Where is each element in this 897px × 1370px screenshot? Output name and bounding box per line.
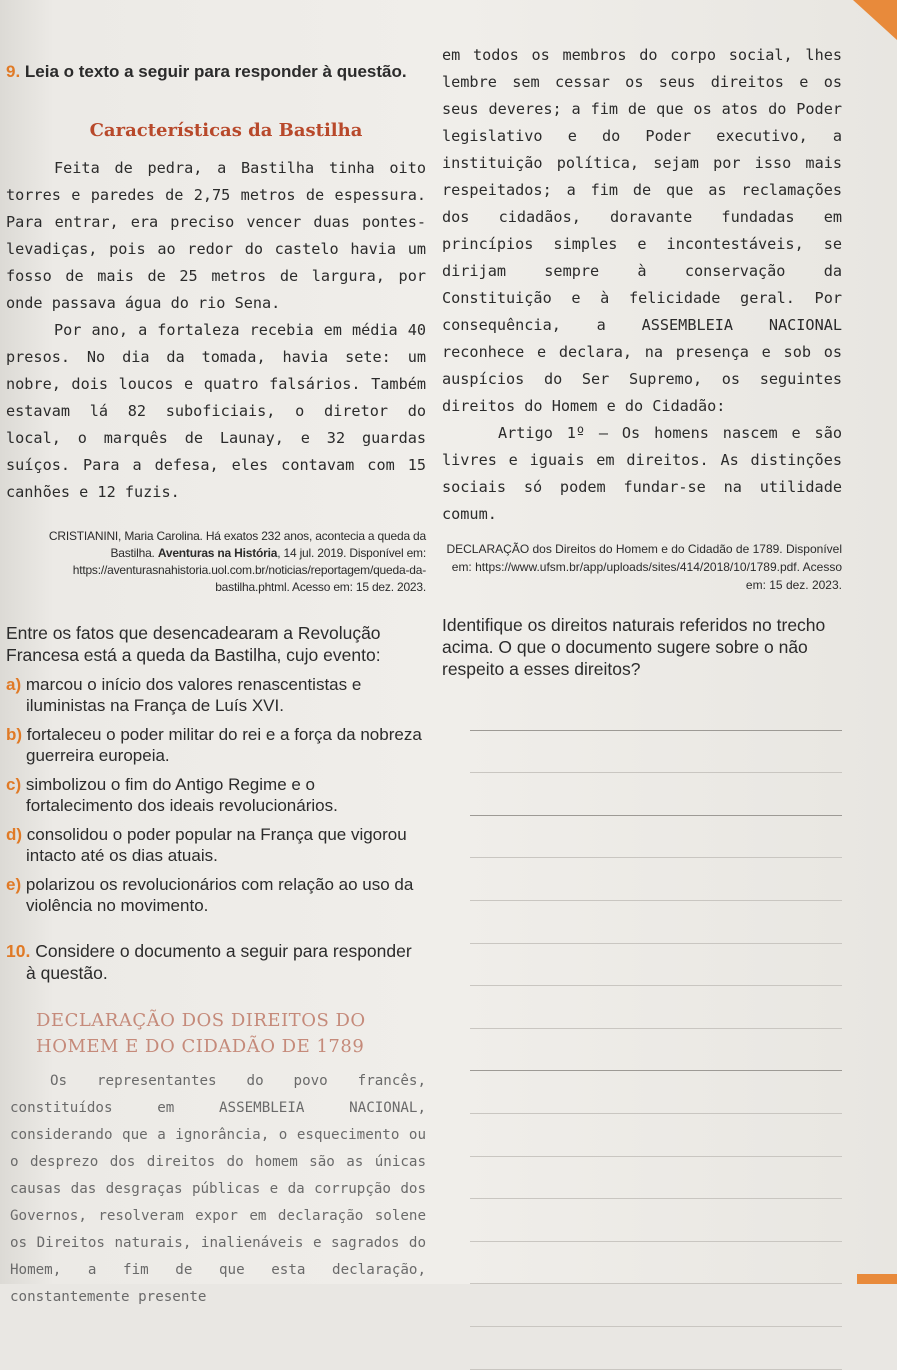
alternative-text: marcou o início dos valores renascentistas e iluministas na França de Luís XVI. <box>25 675 362 715</box>
corner-decoration <box>842 0 897 40</box>
bastilha-box-title: Características da Bastilha <box>89 120 363 141</box>
question-10-intro-text: Considere o documento a seguir para responder à questão. <box>26 941 412 983</box>
declaration-article-1: Artigo 1º – Os homens nascem e são livres e iguais em direitos. As distinções sociais só podem fundar-se na utilidade comum. <box>442 424 842 523</box>
answer-line[interactable] <box>470 1071 842 1114</box>
bastilha-paragraph-1: Feita de pedra, a Bastilha tinha oito torres e paredes de 2,75 metros de espessura. Para entrar, era preciso vencer duas pontes-levadiças, pois ao redor do castelo havia um fosso de mais de 25 metros de largura, por onde passava água do rio Sena. <box>6 159 426 312</box>
alternative-text: polarizou os revolucionários com relação ao uso da violência no movimento. <box>25 875 414 915</box>
answer-line[interactable] <box>470 1029 842 1072</box>
bastilha-paragraph-2: Por ano, a fortaleza recebia em média 40 presos. No dia da tomada, havia sete: um nobre, dois loucos e quatro falsários. Também estavam lá 82 suboficiais, o diretor do local, o marquês de Launay, e 32 guardas suíços. Para a defesa, eles contavam com 15 canhões e 12 fuzis. <box>6 321 426 501</box>
alternative-letter: e) <box>6 875 22 894</box>
answer-line[interactable] <box>470 1157 842 1200</box>
question-10-prompt: Identifique os direitos naturais referidos no trecho acima. O que o documento sugere sobre o não respeito a esses direitos? <box>442 615 826 679</box>
answer-line[interactable] <box>470 944 842 987</box>
alternative-letter: d) <box>6 825 23 844</box>
page-number-badge <box>857 1274 897 1284</box>
credit-author: CRISTIANINI, Maria Carolina. Há exatos 232 anos, acontecia a queda da Bastilha. <box>48 529 426 560</box>
declaration-continuation: em todos os membros do corpo social, lhes lembre sem cessar os seus direitos e os seus deveres; a fim de que os atos do Poder legislativo e do Poder executivo, a instituição política, sejam por isso mais respeitados; a fim de que as reclamações dos cidadãos, doravante fundadas em princípios simples e incontestáveis, se dirijam sempre à conservação da Constituição e à felicidade geral. Por consequência, a ASSEMBLEIA NACIONAL reconhece e declara, na presença e sob os auspícios do Ser Supremo, os seguintes direitos do Homem e do Cidadão: <box>442 46 842 415</box>
question-9-number: 9. <box>6 62 21 81</box>
right-column <box>442 42 842 1370</box>
alternative-b[interactable] <box>6 724 426 766</box>
answer-line[interactable] <box>470 986 842 1029</box>
answer-line[interactable] <box>470 1114 842 1157</box>
alternative-c[interactable] <box>6 774 426 816</box>
alternative-letter: c) <box>6 775 22 794</box>
answer-line[interactable] <box>470 688 842 731</box>
question-9-title: Leia o texto a seguir para responder à questão. <box>24 62 407 81</box>
answer-line[interactable] <box>470 1242 842 1285</box>
credit-source: Aventuras na História <box>157 546 278 560</box>
answer-line[interactable] <box>470 816 842 859</box>
answer-line[interactable] <box>470 901 842 944</box>
question-10-number: 10. <box>6 941 31 961</box>
credit-rest: , 14 jul. 2019. Disponível em: https://aventurasnahistoria.uol.com.br/noticias/reportagem/queda-da-bastilha.phtml. Acesso em: 15 dez. 2023. <box>72 546 426 594</box>
declaration-body: Os representantes do povo francês, constituídos em ASSEMBLEIA NACIONAL, considerando que a ignorância, o esquecimento ou o desprezo dos direitos do homem são as únicas causas das desgraças públicas e da corrupção dos Governos, resolveram expor em declaração solene os Direitos naturais, inalienáveis e sagrados do Homem, a fim de que esta declaração, constantemente presente <box>10 1073 426 1305</box>
alternative-text: consolidou o poder popular na França que vigorou intacto até os dias atuais. <box>26 825 407 865</box>
declaration-credit: DECLARAÇÃO dos Direitos do Homem e do Cidadão de 1789. Disponível em: https://www.ufsm.br/app/uploads/sites/414/2018/10/1789.pdf. Acesso em: 15 dez. 2023. <box>446 542 842 592</box>
answer-line[interactable] <box>470 1284 842 1327</box>
question-9-heading <box>6 62 426 82</box>
answer-lines[interactable] <box>442 688 842 1370</box>
left-column <box>6 62 426 1311</box>
declaration-title: DECLARAÇÃO DOS DIREITOS DO HOMEM E DO CIDADÃO DE 1789 <box>36 1010 366 1057</box>
question-10-intro <box>6 940 426 984</box>
answer-line[interactable] <box>470 773 842 816</box>
answer-line[interactable] <box>470 1199 842 1242</box>
alternative-a[interactable] <box>6 674 426 716</box>
answer-line[interactable] <box>470 731 842 774</box>
alternative-text: simbolizou o fim do Antigo Regime e o fortalecimento dos ideais revolucionários. <box>25 775 338 815</box>
alternative-letter: b) <box>6 725 23 744</box>
answer-line[interactable] <box>470 1327 842 1370</box>
answer-line[interactable] <box>470 858 842 901</box>
alternative-d[interactable] <box>6 824 426 866</box>
alternative-text: fortaleceu o poder militar do rei e a força da nobreza guerreira europeia. <box>26 725 422 765</box>
alternative-letter: a) <box>6 675 22 694</box>
question-9-stem: Entre os fatos que desencadearam a Revolução Francesa está a queda da Bastilha, cujo evento: <box>6 623 381 665</box>
bastilha-credit <box>6 528 426 596</box>
alternative-e[interactable] <box>6 874 426 916</box>
